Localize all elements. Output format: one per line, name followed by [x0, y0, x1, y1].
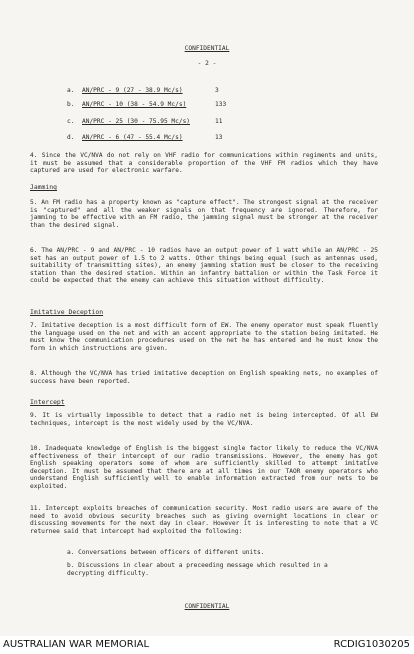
archive-reference: RCDIG1030205 — [333, 639, 410, 650]
paragraph-9: 9. It is virtually impossible to detect that a radio net is being intercepted. Of all EW techniques, intercept is the most widely used by the VC/NVA. — [30, 412, 378, 427]
item-name: AN/PRC - 9 (27 - 38.9 Mc/s) — [82, 87, 183, 94]
paragraph-10: 10. Inadequate knowledge of English is the biggest single factor likely to reduce the VC/NVA effectiveness of their intercept of our radio transmissions. However, the enemy has got English speaking operators some of whom are sufficiently skilled to attempt imitative deception. It must be assumed that there are at all times in our TAOR enemy operators who understand English sufficiently well to enable information extracted from our nets to be exploited. — [30, 445, 378, 490]
archive-footer — [0, 636, 414, 654]
paragraph-6: 6. The AN/PRC - 9 and AN/PRC - 10 radios have an output power of 1 watt while an AN/PRC - 25 set has an output power of 1.5 to 2 watts. Other things being equal (such as antennas used, suitability of transmitting sites), an enemy jamming station must be closer to the receiving station than the desired station. Within an infantry battalion or within the Task Force it could be expected that the enemy can achieve this situation without difficulty. — [30, 247, 378, 285]
item-letter: a. — [67, 87, 75, 94]
item-count: 11 — [215, 118, 223, 125]
item-count: 13 — [215, 134, 223, 141]
paragraph-8: 8. Although the VC/NVA has tried imitative deception on English speaking nets, no examples of success have been reported. — [30, 370, 378, 385]
paragraph-4: 4. Since the VC/NVA do not rely on VHF radio for communications within regiments and units, it must be assumed that a considerable proportion of the VHF FM radios which they have captured are used for electronic warfare. — [30, 152, 378, 175]
item-name: AN/PRC - 25 (30 - 75.95 Mc/s) — [82, 118, 191, 125]
heading-imitative-deception: Imitative Deception — [30, 308, 104, 316]
paragraph-11: 11. Intercept exploits breaches of communication security. Most radio users are aware of the need to avoid obvious security breaches such as giving overnight locations in clear or discussing movements for the next day in clear. However it is interesting to note that a VC returnee said that intercept had exploited the following: — [30, 505, 378, 535]
item-count: 133 — [215, 101, 227, 108]
paragraph-5: 5. An FM radio has a property known as "capture effect". The strongest signal at the receiver is "captured" and all the weaker signals on that frequency are ignored. Therefore, for jamming to be effective with an FM radio, the jamming signal must be stronger at the receiver than the desired signal. — [30, 199, 378, 229]
archive-name: AUSTRALIAN WAR MEMORIAL — [3, 639, 150, 650]
item-count: 3 — [215, 87, 219, 94]
item-letter: b. — [67, 101, 75, 108]
page-number: - 2 - — [197, 60, 217, 67]
item-name: AN/PRC - 6 (47 - 55.4 Mc/s) — [82, 134, 183, 141]
item-letter: c. — [67, 118, 75, 125]
classification-header: CONFIDENTIAL — [184, 45, 230, 52]
paragraph-11-item-a: a. Conversations between officers of different units. — [67, 549, 265, 556]
item-letter: d. — [67, 134, 75, 141]
paragraph-11-item-b: b. Discussions in clear about a preceeding message which resulted in a decrypting difficulty. — [67, 562, 328, 577]
heading-intercept: Intercept — [30, 398, 65, 406]
item-name: AN/PRC - 10 (38 - 54.9 Mc/s) — [82, 101, 187, 108]
paragraph-7: 7. Imitative deception is a most difficult form of EW. The enemy operator must speak fluently the language used on the net and with an accent appropriate to the station being imitated. He must know the communication procedures used on the net he has entered and he must know the form in which instructions are given. — [30, 322, 378, 352]
classification-footer: CONFIDENTIAL — [184, 603, 230, 610]
heading-jamming: Jamming — [30, 183, 57, 191]
